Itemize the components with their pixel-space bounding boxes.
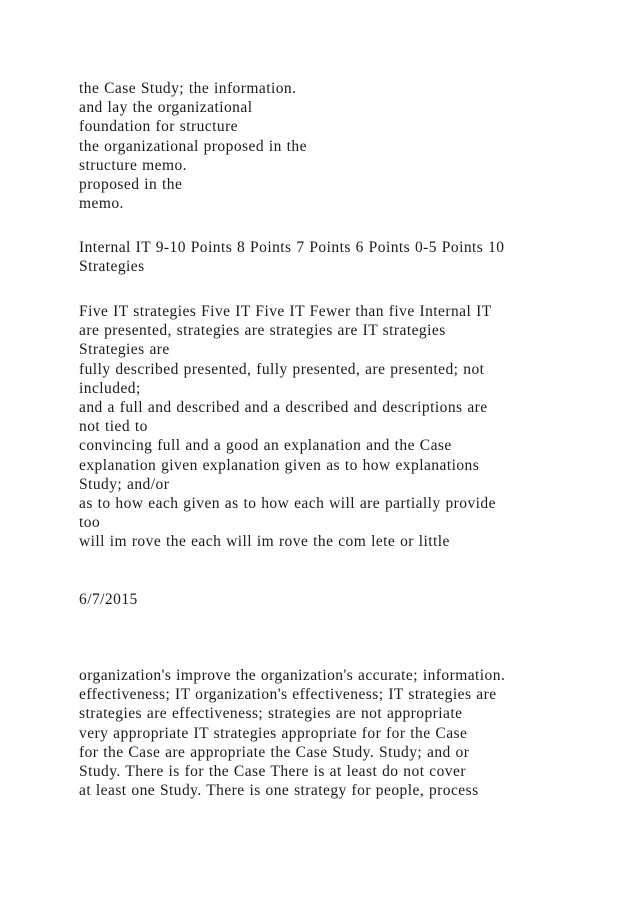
text-block-intro: [79, 79, 599, 213]
text-line: and a full and described and a described and descriptions are: [79, 399, 488, 417]
text-line: Five IT strategies Five IT Five IT Fewer than five Internal IT: [79, 303, 492, 320]
text-line: strategies are effectiveness; strategies are not appropriate: [79, 705, 463, 723]
text-block-date: [79, 590, 599, 609]
text-block-rubric-criteria: [79, 302, 599, 552]
text-line: as to how each given as to how each will are partially provide: [79, 495, 496, 513]
text-line: at least one Study. There is one strategy for people, process: [79, 782, 479, 800]
text-line: too: [79, 514, 101, 532]
text-line: Strategies: [79, 258, 145, 276]
text-line: explanation given explanation given as to how explanations: [79, 456, 480, 474]
text-line: very appropriate IT strategies appropriate for for the Case: [79, 724, 468, 742]
text-line: proposed in the: [79, 176, 183, 194]
text-line: memo.: [79, 195, 124, 213]
text-line: effectiveness; IT organization's effectiveness; IT strategies are: [79, 686, 497, 704]
text-line: convincing full and a good an explanation and the Case: [79, 437, 452, 455]
text-line: for the Case are appropriate the Case Study. Study; and or: [79, 743, 470, 761]
text-line: Study; and/or: [79, 475, 170, 493]
text-line: the organizational proposed in the: [79, 137, 307, 155]
text-line: Internal IT 9-10 Points 8 Points 7 Points 6 Points 0-5 Points 10: [79, 239, 505, 256]
text-line: are presented, strategies are strategies are IT strategies: [79, 322, 446, 340]
text-line: structure memo.: [79, 156, 187, 174]
document-date: 6/7/2015: [79, 591, 138, 608]
text-line: included;: [79, 379, 141, 397]
text-line: will im rove the each will im rove the com lete or little: [79, 533, 450, 551]
text-line: Study. There is for the Case There is at least do not cover: [79, 763, 466, 781]
text-line: not tied to: [79, 418, 148, 436]
text-line: the Case Study; the information.: [79, 80, 297, 97]
text-line: organization's improve the organization's accurate; information.: [79, 667, 506, 684]
text-line: fully described presented, fully presented, are presented; not: [79, 360, 485, 378]
text-line: Strategies are: [79, 341, 170, 359]
text-block-rubric-continued: [79, 666, 599, 800]
text-line: and lay the organizational: [79, 99, 253, 117]
text-block-rubric-header: [79, 238, 599, 276]
text-line: foundation for structure: [79, 118, 239, 136]
